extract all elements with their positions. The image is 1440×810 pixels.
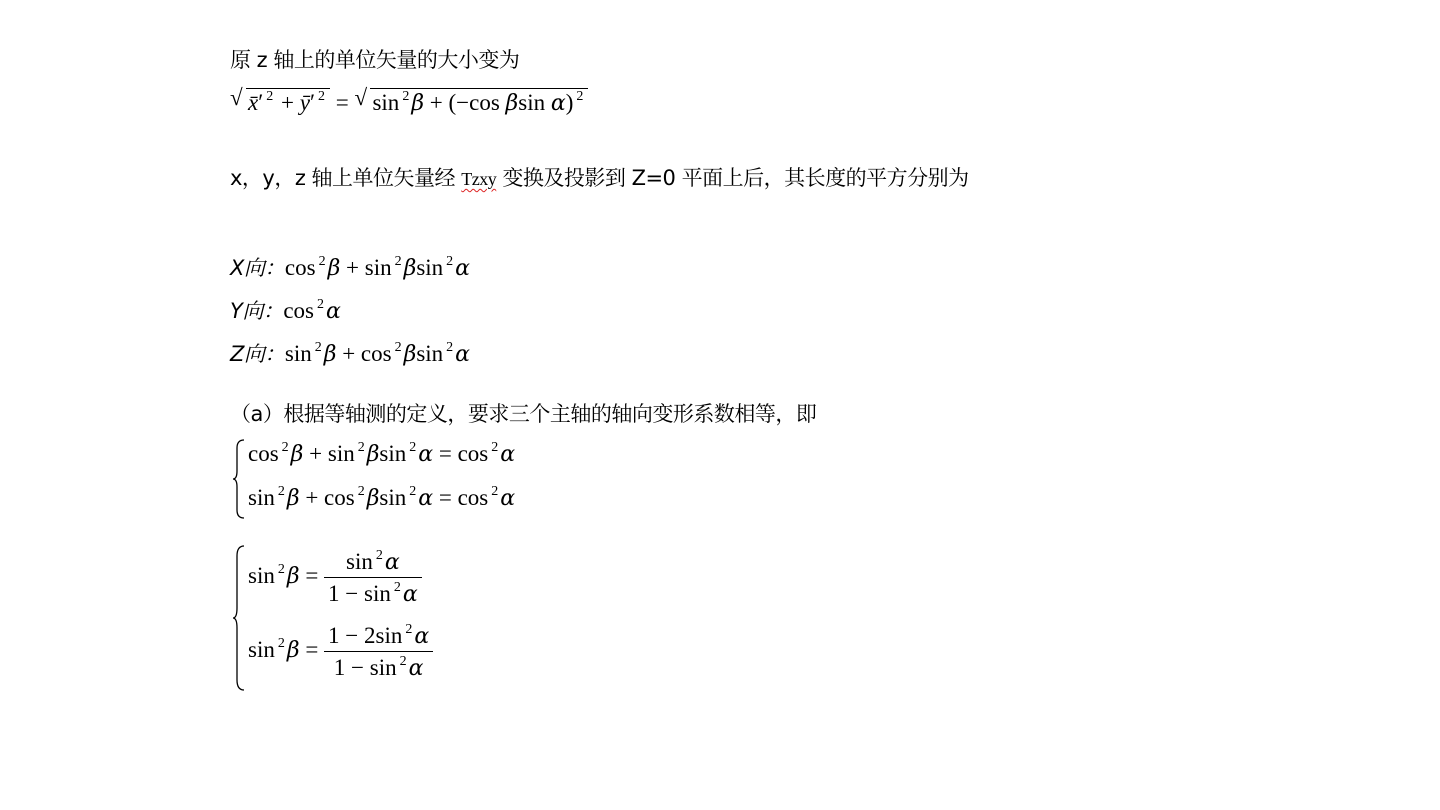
left-brace-icon <box>232 438 246 520</box>
tzxy-symbol: Tzxy <box>461 169 497 189</box>
document-page <box>230 0 1230 810</box>
formula-z-direction: Z向：sin $^2$β + cos $^2$βsin $^2$α <box>230 340 471 367</box>
equation-system-2: sin $^2$β = $\frac{\sin ^2\alpha}{1 - \sin ^2\alpha}$ sin $^2$β = $\frac{1 - 2\sin ^2\alpha}{1 - \sin ^2\alpha}$ <box>230 544 630 692</box>
paragraph-unit-vector-length: 原 z 轴上的单位矢量的大小变为 <box>230 48 520 72</box>
paragraph-isometric-definition: （a）根据等轴测的定义，要求三个主轴的轴向变形系数相等，即 <box>230 402 817 426</box>
formula-sqrt-length: √ x̄′ $^2$ + ȳ′ $^2$ = √ sin $^2$β + (−cos βsin α) $^2$ <box>230 88 588 116</box>
formula-y-direction: Y向：cos $^2$α <box>230 297 341 324</box>
left-brace-icon <box>232 544 246 692</box>
paragraph-projection: x，y，z 轴上单位矢量经 Tzxy 变换及投影到 Z=0 平面上后，其长度的平方分别为 <box>230 166 969 190</box>
equation-system-1: cos $^2$β + sin $^2$βsin $^2$α = cos $^2$α sin $^2$β + cos $^2$βsin $^2$α = cos $^2$α <box>230 438 630 520</box>
formula-x-direction: X向：cos $^2$β + sin $^2$βsin $^2$α <box>230 254 471 281</box>
